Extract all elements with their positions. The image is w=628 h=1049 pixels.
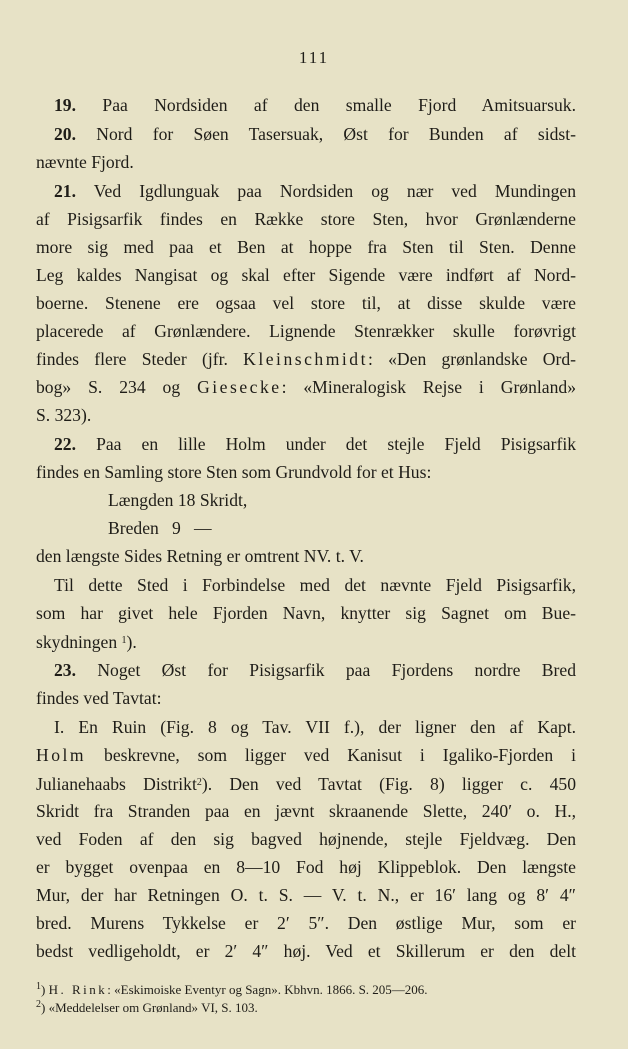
section-number: 20.	[54, 124, 76, 144]
text-line: Skridt fra Stranden paa en jævnt skraanende Slette, 240′ o. H.,	[36, 801, 576, 821]
section-text: Nord for Søen Tasersuak, Øst for Bunden af sidst-	[96, 124, 576, 144]
footnote: $^1$) H. Rink: «Eskimoiske Eventyr og Sagn». Kbhvn. 1866. S. 205—206.	[36, 981, 428, 997]
text-line: more sig med paa et Ben at hoppe fra Sten til Sten. Denne	[36, 237, 576, 257]
text-line: placerede af Grønlændere. Lignende Stenrækker skulle forøvrigt	[36, 321, 576, 341]
section-number: 21.	[54, 181, 76, 201]
text-line: Til dette Sted i Forbindelse med det nævnte Fjeld Pisigsarfik,	[54, 575, 576, 595]
footnote-mark: 1	[36, 981, 41, 992]
footnote-mark: 2	[36, 999, 41, 1010]
text-fragment: findes flere Steder (jfr.	[36, 349, 228, 369]
author-name: Kleinschmidt	[243, 349, 368, 369]
footnote-author: H. Rink	[48, 982, 108, 997]
text-line: findes ved Tavtat:	[36, 688, 162, 708]
author-name: Holm	[36, 745, 87, 765]
text-line: findes en Samling store Sten som Grundvold for et Hus:	[36, 462, 432, 482]
text-fragment: : «Mineralogisk Rejse i Grønland»	[281, 377, 576, 397]
text-line: ved Foden af den sig bagved højnende, stejle Fjeldvæg. Den	[36, 829, 576, 849]
text-line	[36, 630, 576, 652]
text-fragment: ).	[126, 632, 137, 652]
measure-line: Længden 18 Skridt,	[108, 490, 248, 510]
text-line: I. En Ruin (Fig. 8 og Tav. VII f.), der ligner den af Kapt.	[54, 717, 576, 737]
text-line: som har givet hele Fjorden Navn, knytter sig Sagnet om Bue-	[36, 603, 576, 623]
footnote: $^2$) «Meddelelser om Grønland» VI, S. 103.	[36, 999, 258, 1015]
section-number: 23.	[54, 660, 76, 680]
text-line: bred. Murens Tykkelse er 2′ 5″. Den østlige Mur, som er	[36, 913, 576, 933]
text-fragment: skydningen	[36, 632, 118, 652]
section-20	[54, 123, 576, 145]
section-text: Ved Igdlunguak paa Nordsiden og nær ved Mundingen	[93, 181, 576, 201]
text-line: er bygget ovenpaa en 8—10 Fod høj Klippeblok. Den længste	[36, 857, 576, 877]
text-line: Leg kaldes Nangisat og skal efter Sigende være indført af Nord-	[36, 265, 576, 285]
text-line: af Pisigsarfik findes en Række store Sten, hvor Grønlænderne	[36, 209, 576, 229]
text-line: S. 323).	[36, 405, 92, 425]
text-line: bedst vedligeholdt, er 2′ 4″ høj. Ved et Skillerum er den delt	[36, 941, 576, 961]
footnote-text: : «Eskimoiske Eventyr og Sagn». Kbhvn. 1866. S. 205—206.	[107, 982, 428, 997]
text-line	[36, 348, 576, 370]
section-text: Paa Nordsiden af den smalle Fjord Amitsuarsuk.	[102, 95, 576, 115]
section-text: Paa en lille Holm under det stejle Fjeld Pisigsarfik	[96, 434, 577, 454]
text-fragment: : «Den grønlandske Ord-	[367, 349, 576, 369]
section-text: Noget Øst for Pisigsarfik paa Fjordens nordre Bred	[97, 660, 576, 680]
footnote-ref: 1	[121, 635, 127, 646]
footnote-ref: 2	[196, 777, 202, 788]
section-21	[54, 180, 576, 202]
section-19	[54, 94, 576, 116]
text-line	[36, 376, 576, 398]
text-line: den længste Sides Retning er omtrent NV. t. V.	[36, 546, 364, 566]
section-number: 22.	[54, 434, 76, 454]
text-fragment: beskrevne, som ligger ved Kanisut i Igaliko-Fjorden i	[104, 745, 576, 765]
text-line: Mur, der har Retningen O. t. S. — V. t. N., er 16′ lang og 8′ 4″	[36, 885, 576, 905]
text-line	[36, 744, 576, 766]
text-line: boerne. Stenene ere ogsaa vel store til, at disse skulde være	[36, 293, 576, 313]
text-line: nævnte Fjord.	[36, 152, 134, 172]
text-line	[36, 772, 576, 794]
text-fragment: bog» S. 234 og	[36, 377, 181, 397]
text-fragment: Julianehaabs Distrikt	[36, 774, 197, 794]
footnote-text: «Meddelelser om Grønland» VI, S. 103.	[48, 1000, 258, 1015]
section-22	[54, 433, 576, 455]
section-23	[54, 659, 576, 681]
section-number: 19.	[54, 95, 76, 115]
measure-line: Breden 9 —	[108, 518, 212, 538]
author-name: Giesecke	[197, 377, 282, 397]
text-fragment: ). Den ved Tavtat (Fig. 8) ligger c. 450	[201, 774, 576, 794]
page-number: 111	[298, 48, 330, 67]
